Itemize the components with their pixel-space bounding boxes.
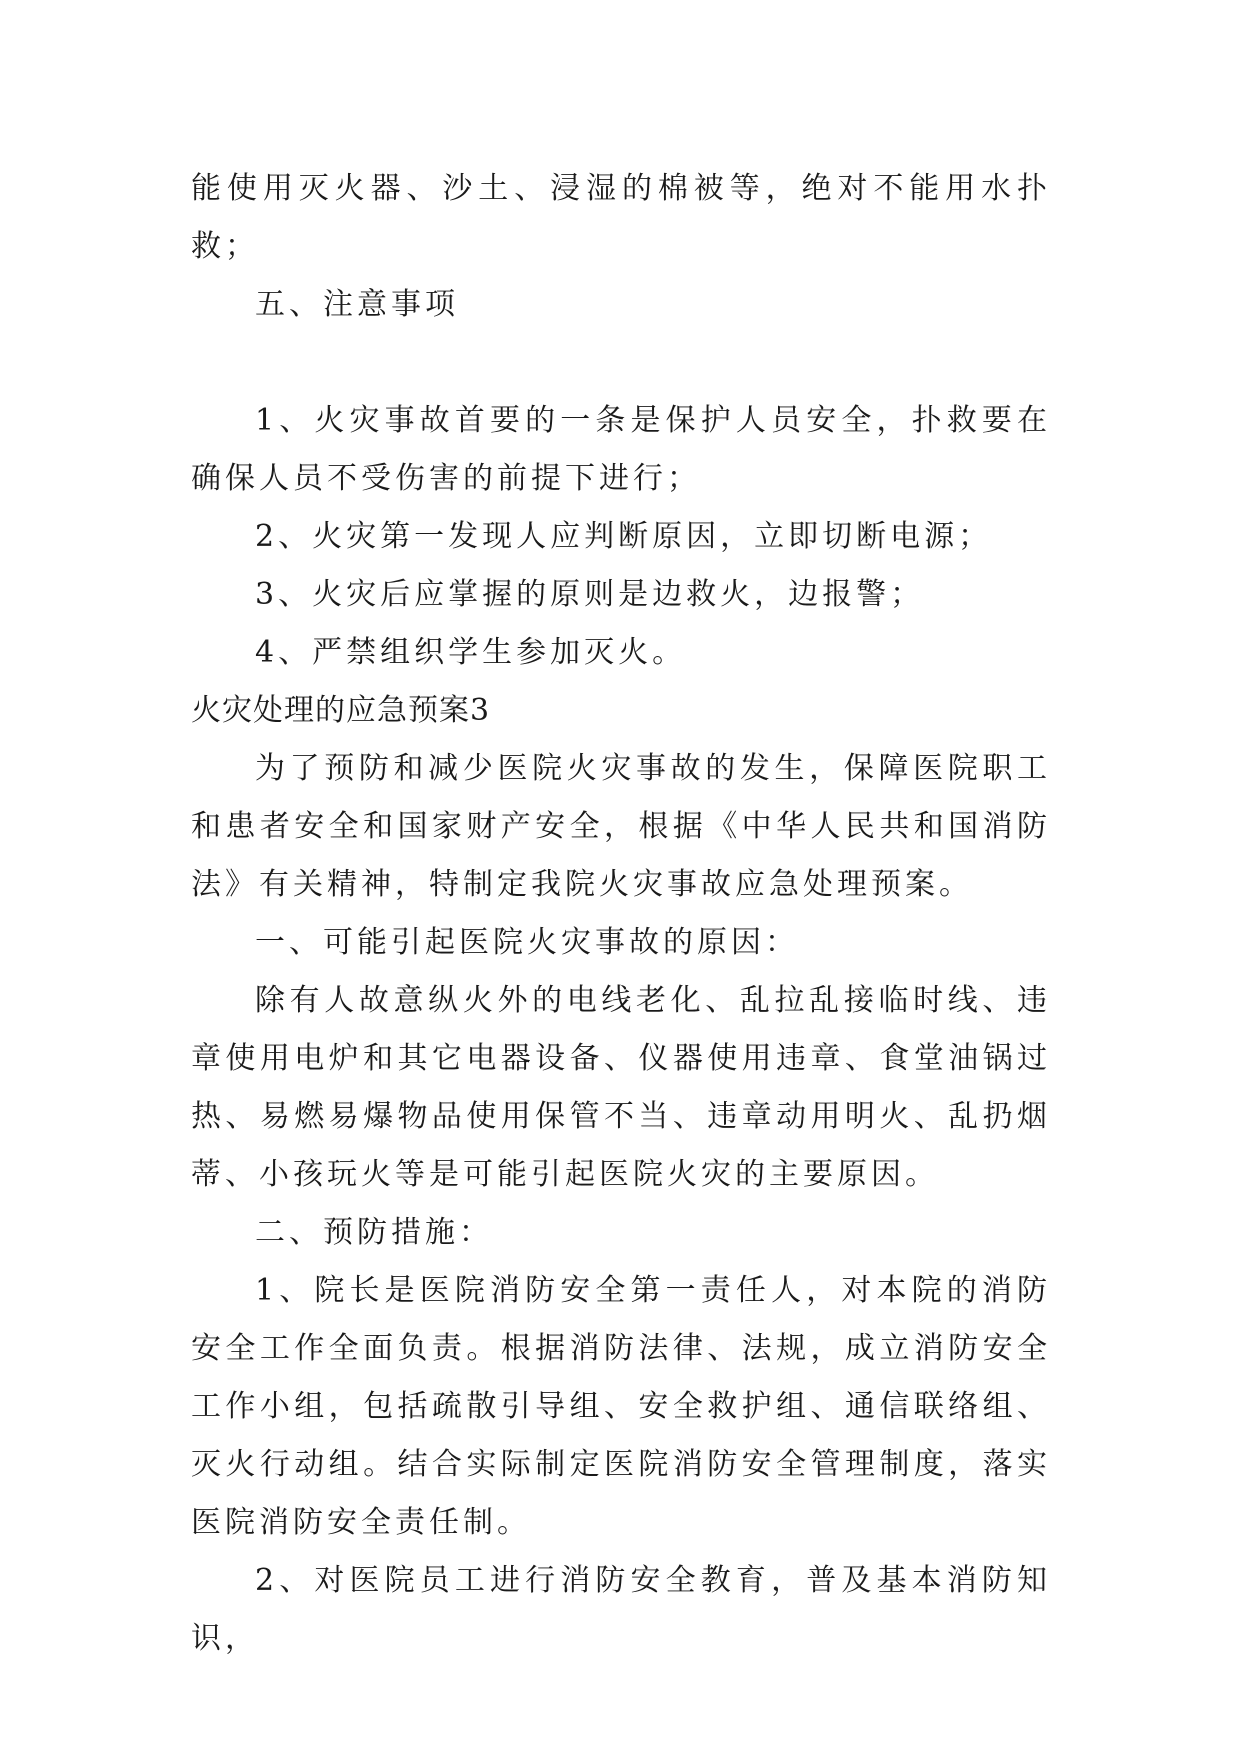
document-body (191, 160, 1051, 1668)
list-item-prevention-2: 2、对医院员工进行消防安全教育，普及基本消防知识， (191, 1563, 1051, 1656)
list-item-precaution-3: 3、火灾后应掌握的原则是边救火，边报警； (255, 577, 925, 612)
causes-paragraph: 除有人故意纵火外的电线老化、乱拉乱接临时线、违章使用电炉和其它电器设备、仪器使用违章、食堂油锅过热、易燃易爆物品使用保管不当、违章动用明火、乱扔烟蒂、小孩玩火等是可能引起医院火灾的主要原因。 (191, 983, 1051, 1192)
document-title: 火灾处理的应急预案3 (191, 693, 491, 728)
list-item-precaution-2: 2、火灾第一发现人应判断原因，立即切断电源； (255, 519, 993, 554)
list-item-precaution-4: 4、严禁组织学生参加灭火。 (255, 635, 687, 670)
blank-line (191, 334, 1051, 392)
intro-paragraph: 为了预防和减少医院火灾事故的发生，保障医院职工和患者安全和国家财产安全，根据《中华人民共和国消防法》有关精神，特制定我院火灾事故应急处理预案。 (191, 751, 1051, 902)
section-heading-prevention: 二、预防措施： (255, 1215, 493, 1250)
list-item-precaution-1: 1、火灾事故首要的一条是保护人员安全，扑救要在确保人员不受伤害的前提下进行； (191, 403, 1051, 496)
list-item-prevention-1: 1、院长是医院消防安全第一责任人，对本院的消防安全工作全面负责。根据消防法律、法规，成立消防安全工作小组，包括疏散引导组、安全救护组、通信联络组、灭火行动组。结合实际制定医院消防安全管理制度，落实医院消防安全责任制。 (191, 1273, 1051, 1540)
section-heading-precautions: 五、注意事项 (255, 287, 459, 322)
paragraph-continuation: 能使用灭火器、沙土、浸湿的棉被等，绝对不能用水扑救； (191, 171, 1051, 264)
section-heading-causes: 一、可能引起医院火灾事故的原因： (255, 925, 799, 960)
